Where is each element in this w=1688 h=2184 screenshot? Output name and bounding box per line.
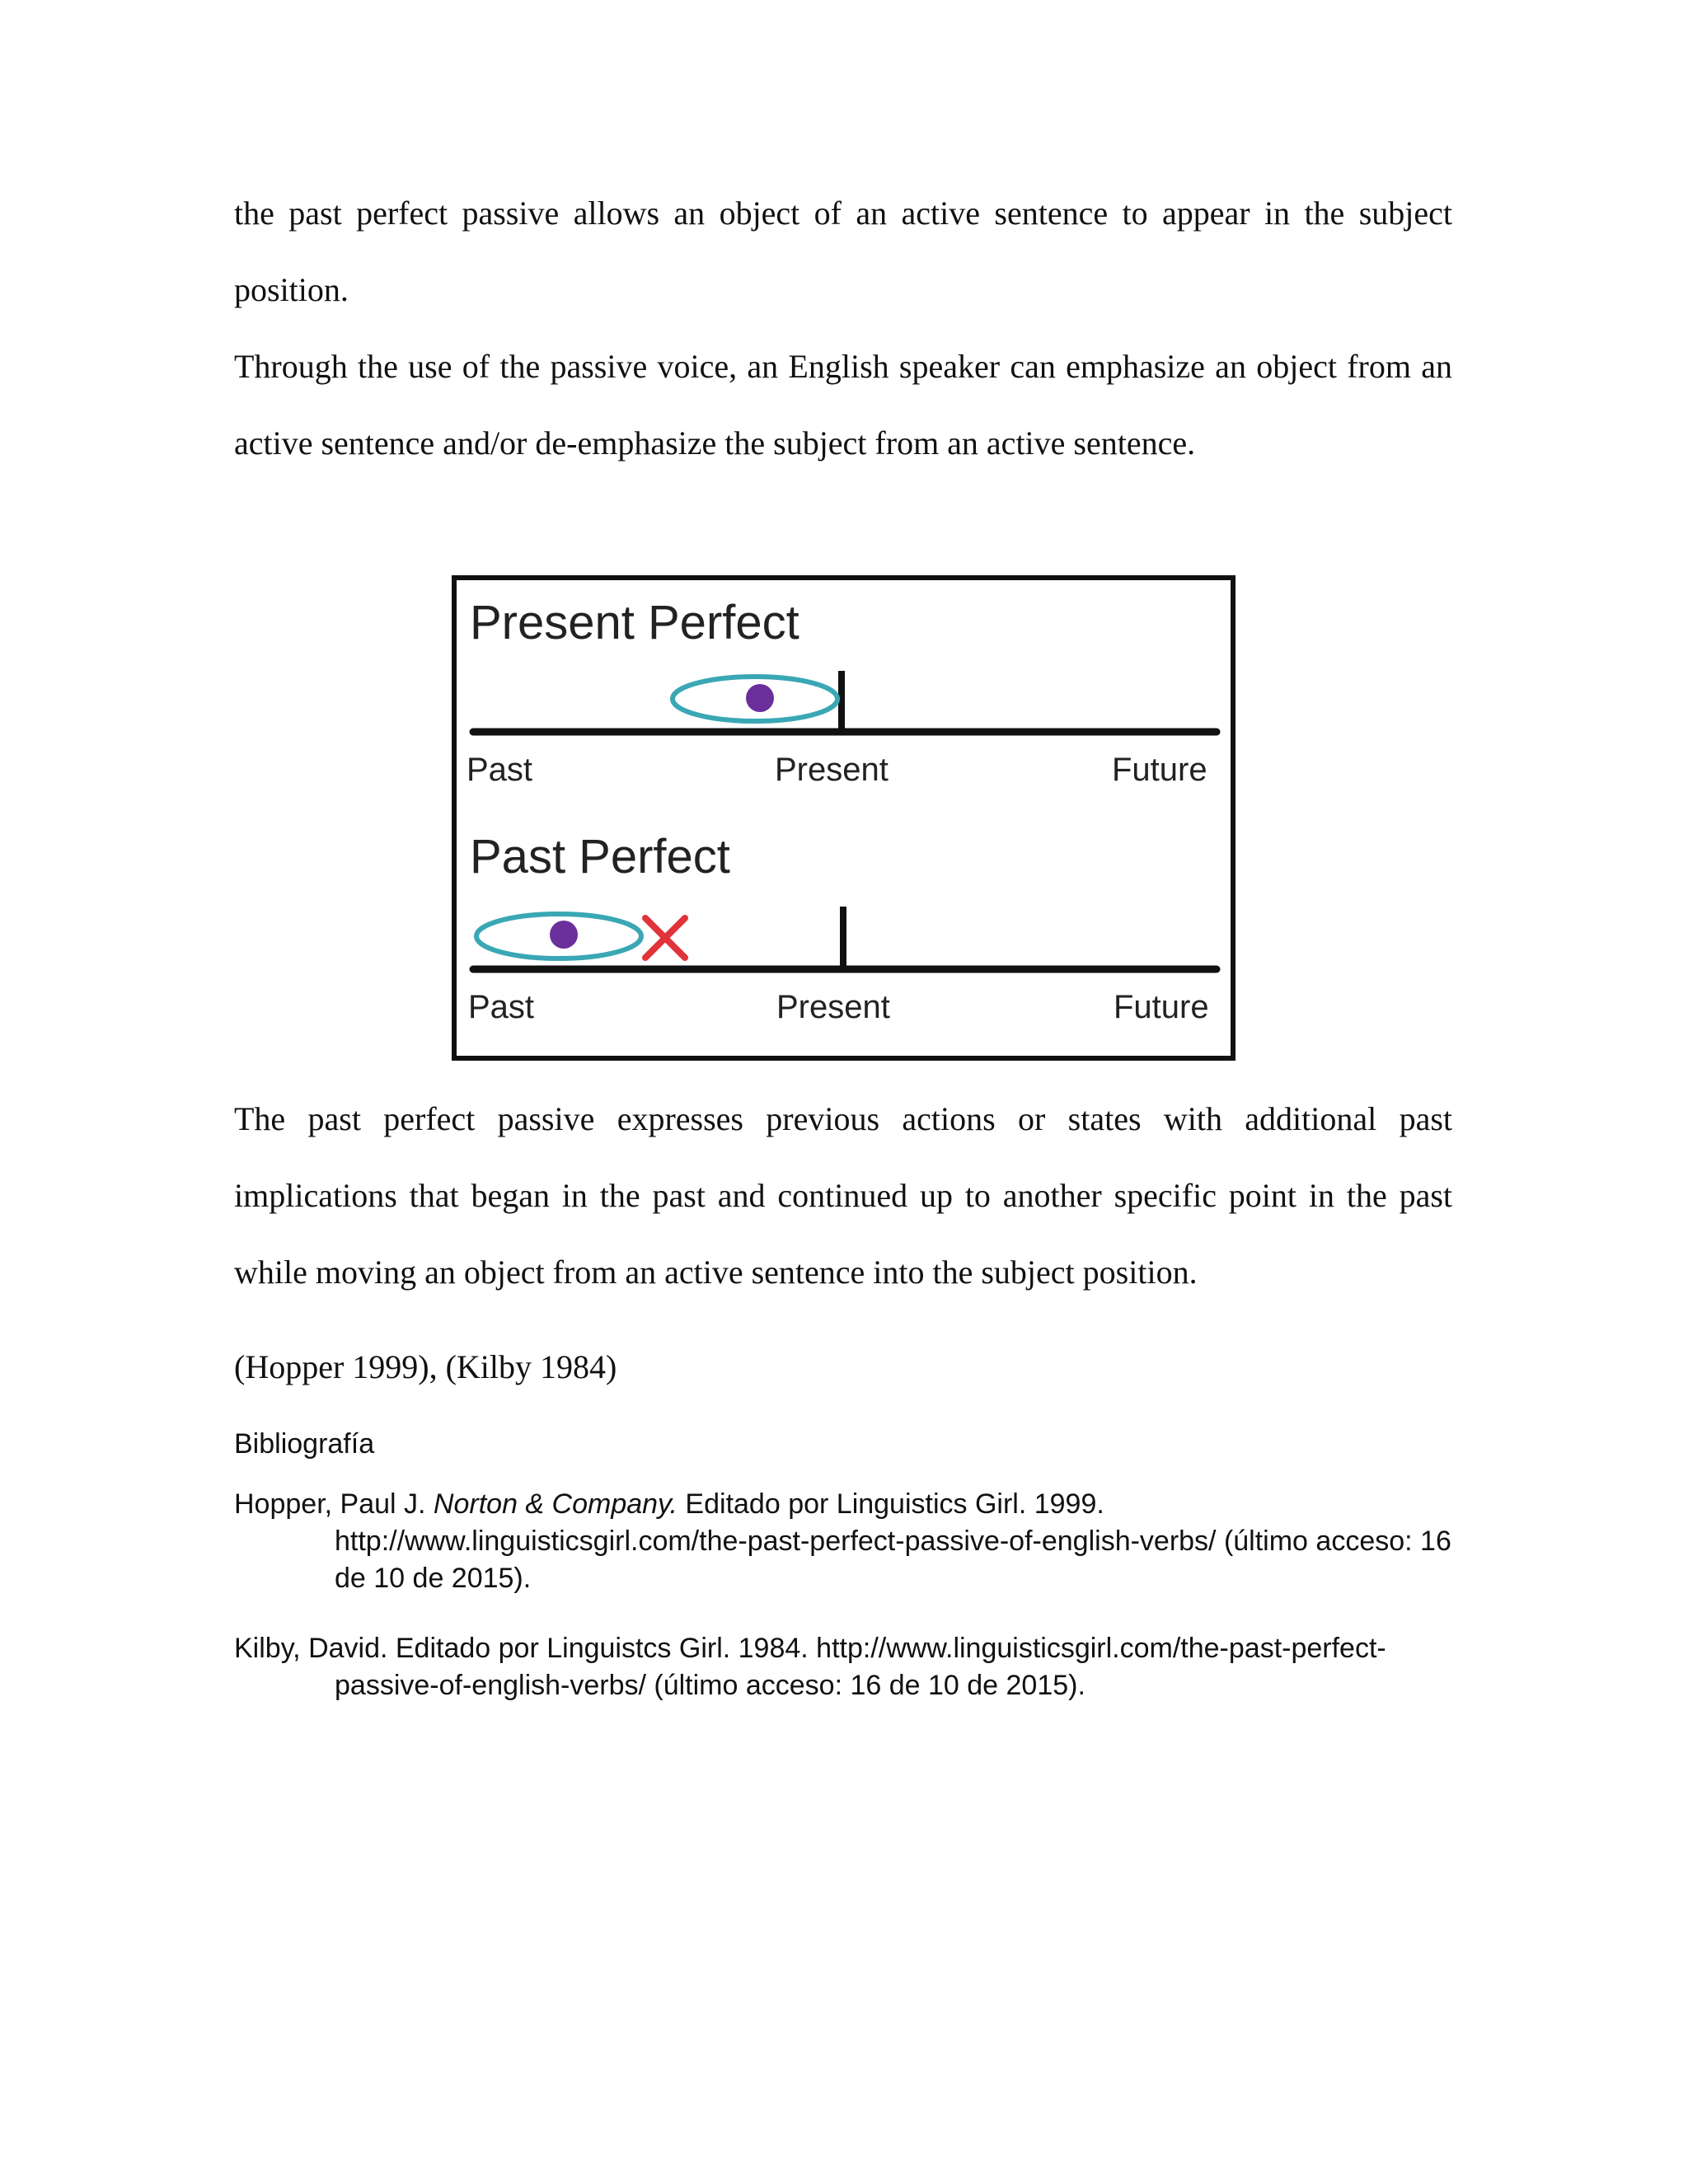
paragraph-2-line-2: active sentence and/or de-emphasize the subject from an active sentence.	[234, 424, 1196, 462]
present-perfect-label-present: Present	[775, 752, 889, 788]
past-perfect-label-future: Future	[1114, 989, 1209, 1025]
timeline-graphics	[457, 580, 1231, 1056]
paragraph-3-line-2: implications that began in the past and continued up to another specific point in the past	[234, 1177, 1452, 1214]
ref1-title: Norton & Company.	[433, 1488, 678, 1520]
present-perfect-title: Present Perfect	[470, 596, 799, 649]
past-perfect-cross-icon	[645, 918, 685, 958]
present-perfect-label-past: Past	[467, 752, 533, 788]
paragraph-2-line-1: Through the use of the passive voice, an English speaker can emphasize an object from an	[234, 348, 1452, 385]
tense-timeline-figure	[452, 575, 1236, 1061]
bibliography-heading: Bibliografía	[234, 1428, 375, 1460]
paragraph-3-line-3: while moving an object from an active sentence into the subject position.	[234, 1254, 1198, 1291]
present-perfect-event-dot	[746, 684, 774, 712]
in-text-citation: (Hopper 1999), (Kilby 1984)	[234, 1348, 617, 1385]
paragraph-1-line-2: position.	[234, 271, 349, 308]
bibliography-entry-kilby: Kilby, David. Editado por Linguistcs Girl. 1984. http://www.linguisticsgirl.com/the-past-perfect-passive-of-english-verbs/ (último acceso: 16 de 10 de 2015).	[234, 1633, 1386, 1701]
past-perfect-label-present: Present	[776, 989, 890, 1025]
ref1-details: Editado por Linguistics Girl. 1999. http://www.linguisticsgirl.com/the-past-perfect-passive-of-english-verbs/ (último acceso: 16 de 10 de 2015).	[335, 1488, 1451, 1594]
past-perfect-label-past: Past	[468, 989, 535, 1025]
bibliography-entry-hopper	[234, 1486, 1452, 1597]
past-perfect-event-dot	[550, 921, 578, 949]
past-perfect-title: Past Perfect	[470, 830, 730, 883]
ref1-author: Hopper, Paul J.	[234, 1488, 434, 1520]
paragraph-1-line-1: the past perfect passive allows an object of an active sentence to appear in the subject	[234, 194, 1452, 232]
present-perfect-label-future: Future	[1112, 752, 1207, 788]
paragraph-3-line-1: The past perfect passive expresses previous actions or states with additional past	[234, 1100, 1452, 1137]
